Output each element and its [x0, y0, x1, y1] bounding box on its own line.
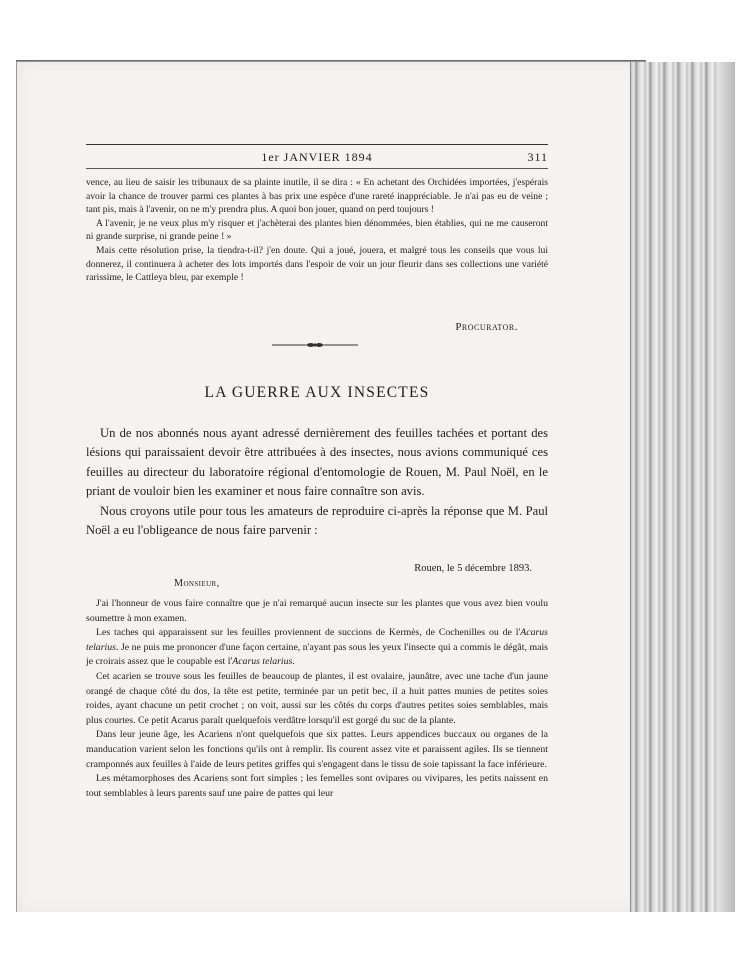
text-run: . Je ne puis me prononcer d'une façon certaine, n'ayant pas sous les yeux l'insecte qui a commis le dégât, mais je croirais assez que le coupable est l' — [86, 641, 548, 668]
letter-dateline: Rouen, le 5 décembre 1893. — [414, 563, 532, 574]
species-name: Acarus telarius — [86, 627, 548, 653]
paragraph — [86, 626, 548, 670]
paragraph: Un de nos abonnés nous ayant adressé dernièrement des feuilles tachées et portant des lésions qui paraissaient devoir être attribuées à des insectes, nous avions communiqué ces feuilles au directeur du laboratoire régional d'entomologie de Rouen, M. Paul Noël, en le priant de vouloir bien les examiner et nous faire connaître son avis. — [86, 426, 548, 499]
paragraph: Nous croyons utile pour tous les amateurs de reproduire ci-après la réponse que M. Paul Noël a eu l'obligeance de nous faire parvenir : — [86, 503, 548, 538]
text-run: . — [292, 656, 295, 668]
paragraph: Mais cette résolution prise, la tiendra-t-il? j'en doute. Qui a joué, jouera, et malgré tous les conseils que vous lui donnerez, il continuera à acheter des lots importés dans l'espoir de voir un jour fleurir dans ses collections une variété rarissime, le Cattleya bleu, par exemple ! — [86, 244, 548, 284]
paragraph: Dans leur jeune âge, les Acariens n'ont quelquefois que six pattes. Leurs appendices buccaux ou organes de la manducation varient selon les fonctions qu'ils ont à remplir. Ils courent assez vite et paraissent agiles. Ils se tiennent cramponnés aux feuilles à l'aide de leurs petites griffes qui s'engagent dans le tissu de soie tapissant la face inférieure. — [86, 729, 548, 770]
header-date: 1er JANVIER 1894 — [261, 150, 373, 164]
paragraph: vence, au lieu de saisir les tribunaux de sa plainte inutile, il se dira : « En achetant des Orchidées importées, j'espérais avoir la chance de trouver parmi ces plantes à bas prix une espèce d'une rareté inappréciable. Je n'ai pas eu de veine ; tant pis, mais à l'avenir, on ne m'y prendra plus. A quoi bon jouer, quand on perd toujours ! — [86, 177, 548, 216]
paragraph: Cet acarien se trouve sous les feuilles de beaucoup de plantes, il est ovalaire, jaunâtre, avec une tache d'un jaune orangé de chaque côté du dos, la tête est petite, terminée par un petit bec, il a huit pattes munies de petites soies roides, ayant chacune un petit crochet ; on voit, aussi sur les côtés du corps d'autres petites soies semblables, mais plus courtes. Ce petit Acarus paraît quelquefois verdâtre lorsqu'il est gorgé du suc de la plante. — [86, 670, 548, 726]
article-intro — [86, 424, 548, 540]
author-signature: Procurator. — [455, 321, 518, 333]
header-rule-bottom — [86, 168, 548, 169]
section-ornament — [270, 340, 360, 350]
paragraph: A l'avenir, je ne veux plus m'y risquer et j'achèterai des plantes bien dénommées, bien établies, qui ne me causeront ni grande surprise, ni grande peine ! » — [86, 217, 548, 243]
header-rule-top — [86, 144, 548, 145]
letter-body — [86, 597, 548, 801]
page-number: 311 — [527, 150, 548, 164]
previous-article-ending — [86, 176, 548, 285]
paragraph: J'ai l'honneur de vous faire connaître que je n'ai remarqué aucun insecte sur les plantes que vous avez bien voulu soumettre à mon examen. — [86, 598, 548, 624]
species-name: Acarus telarius — [232, 656, 293, 668]
article-title: LA GUERRE AUX INSECTES — [204, 384, 430, 401]
letter-salutation: Monsieur, — [174, 578, 220, 589]
text-run: Les taches qui apparaissent sur les feuilles proviennent de succions de Kermès, de Cochenilles ou de l' — [96, 627, 521, 639]
book-page-edges — [630, 62, 735, 912]
paragraph: Les métamorphoses des Acariens sont fort simples ; les femelles sont ovipares ou vivipares, les petits naissent en tout semblables à leurs parents sauf une paire de pattes qui leur — [86, 773, 548, 799]
running-head — [86, 144, 548, 168]
